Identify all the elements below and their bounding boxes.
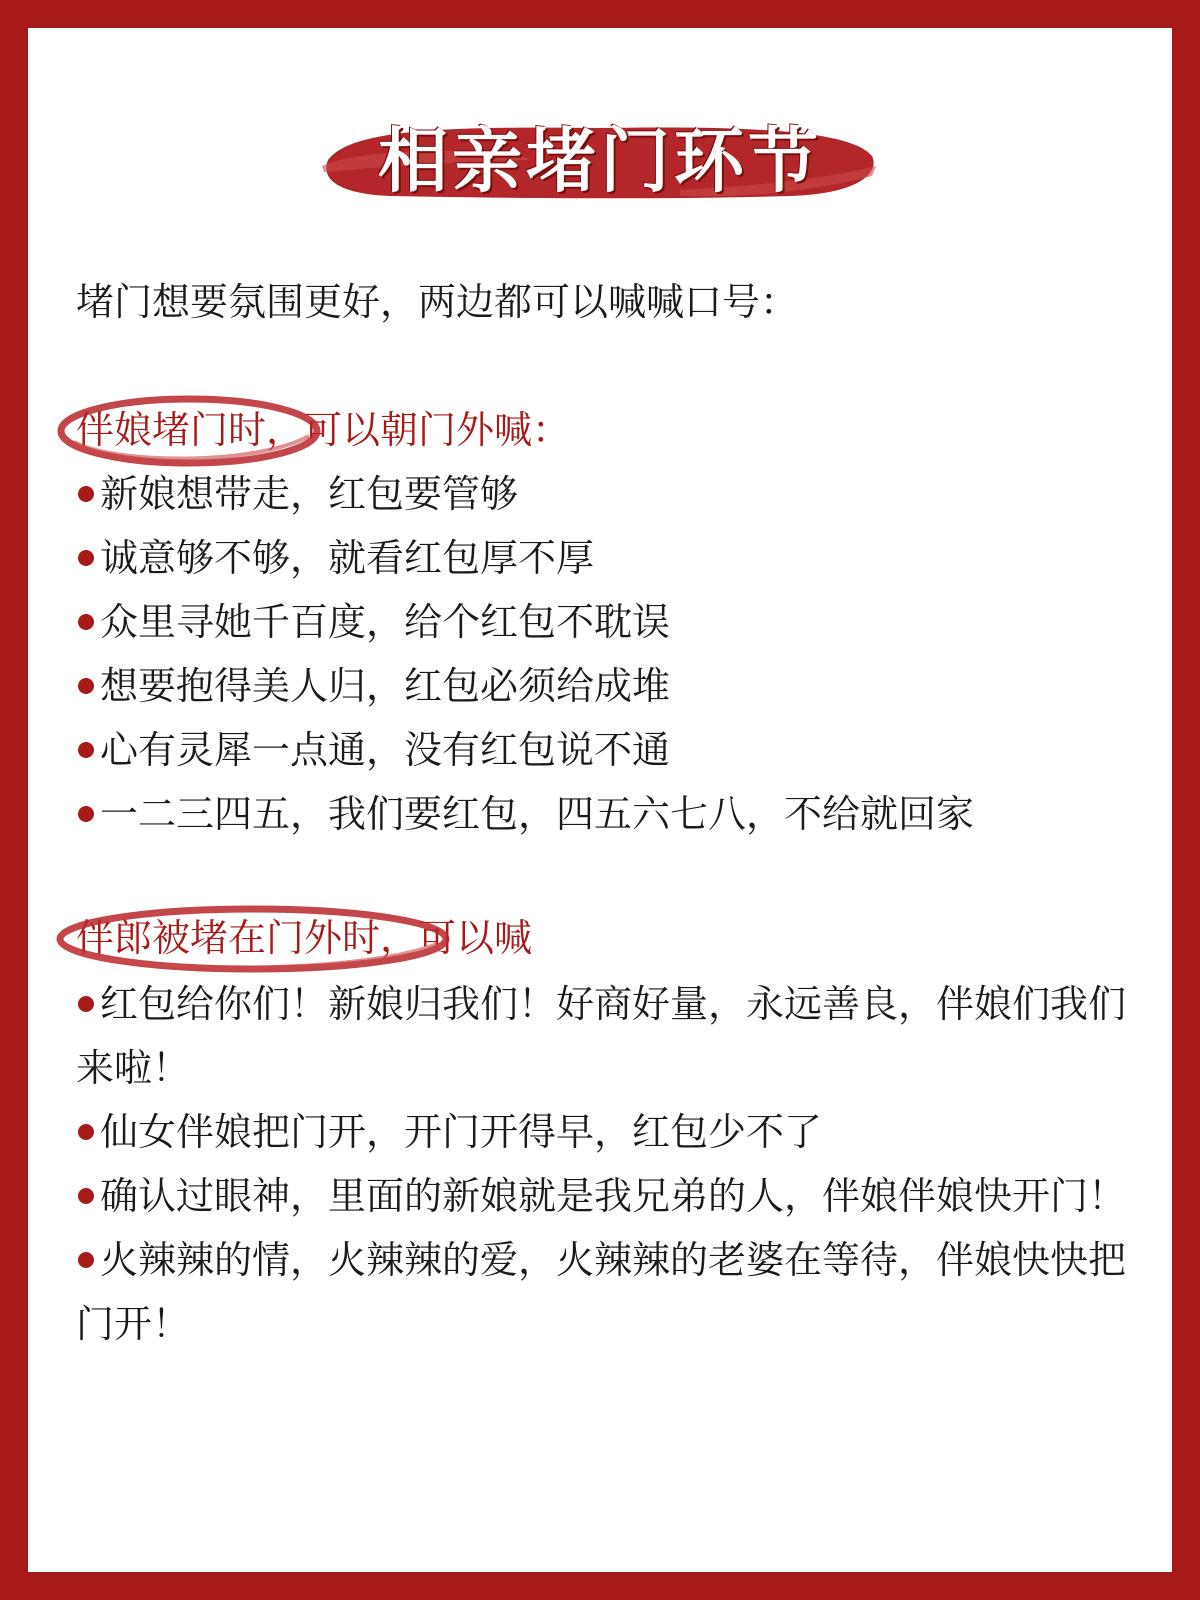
bullet-dot-icon: [78, 806, 94, 822]
bullet-dot-icon: [78, 1252, 94, 1268]
bullet-dot-icon: [78, 678, 94, 694]
list-item: 心有灵犀一点通，没有红包说不通: [76, 718, 1136, 782]
intro-text: 堵门想要氛围更好，两边都可以喊喊口号：: [76, 280, 799, 324]
circled-phrase: [76, 402, 266, 458]
section-heading-rest-text: ，可以朝门外喊：: [266, 408, 571, 452]
list-item: 诚意够不够，就看红包厚不厚: [76, 526, 1136, 590]
list-item: 红包给你们！新娘归我们！好商好量，永远善良，伴娘们我们来啦！: [76, 982, 1127, 1090]
circled-phrase: [76, 910, 380, 966]
bullet-dot-icon: [78, 550, 94, 566]
list-item: 火辣辣的情，火辣辣的爱，火辣辣的老婆在等待，伴娘快快把门开！: [76, 1238, 1127, 1346]
bullet-dot-icon: [78, 486, 94, 502]
page-title: 相亲堵门环节: [378, 119, 822, 202]
bridesmaid-chant-list: [76, 462, 1136, 846]
section-heading-groomsmen: [76, 910, 532, 966]
section-heading-circled-text: 伴郎被堵在门外时: [76, 916, 381, 960]
bullet-dot-icon: [78, 1188, 94, 1204]
groomsmen-chant-list: [76, 972, 1136, 1356]
section-heading-bridesmaids: [76, 402, 570, 458]
list-item: 众里寻她千百度，给个红包不耽误: [76, 590, 1136, 654]
list-item: 确认过眼神，里面的新娘就是我兄弟的人，伴娘伴娘快开门！: [76, 1164, 1136, 1228]
section-heading-circled-text: 伴娘堵门时: [76, 408, 267, 452]
list-item: 仙女伴娘把门开，开门开得早，红包少不了: [76, 1100, 1136, 1164]
bullet-dot-icon: [78, 742, 94, 758]
list-item: 新娘想带走，红包要管够: [76, 462, 1136, 526]
section-heading-rest-text: ，可以喊: [380, 916, 533, 960]
bullet-dot-icon: [78, 996, 94, 1012]
list-item: 一二三四五，我们要红包，四五六七八，不给就回家: [76, 782, 1136, 846]
bullet-dot-icon: [78, 1124, 94, 1140]
content-card: [28, 28, 1172, 1572]
title-banner: [28, 106, 1172, 216]
list-item: 想要抱得美人归，红包必须给成堆: [76, 654, 1136, 718]
bullet-dot-icon: [78, 614, 94, 630]
